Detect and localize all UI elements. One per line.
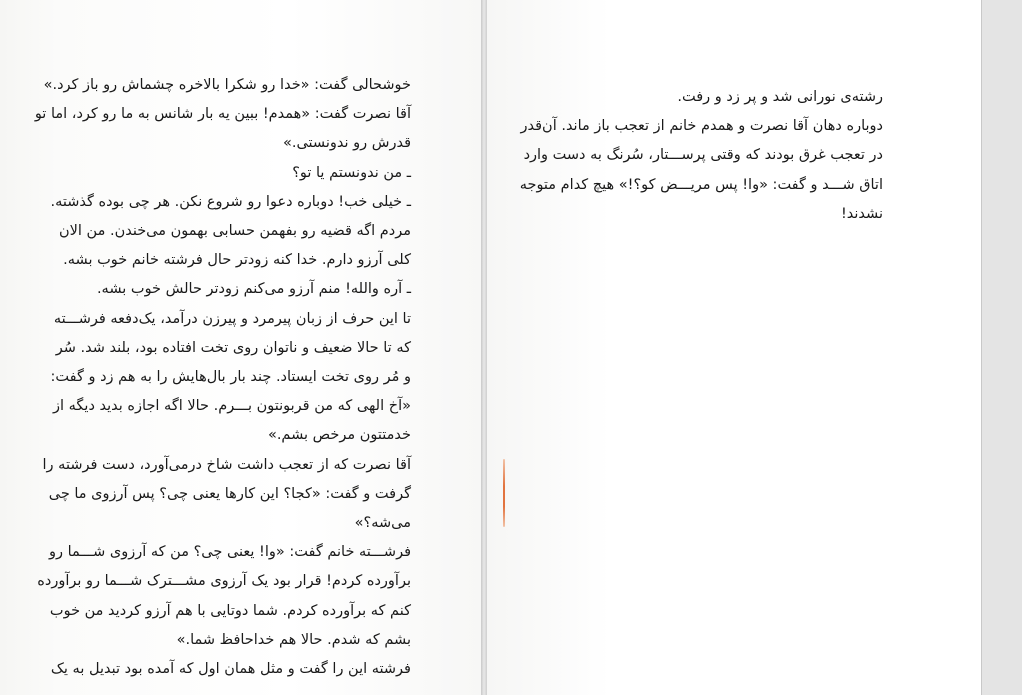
text-line: مردم اگه قضیه رو بفهمن حسابی بهمون می‌خندن. من الان	[58, 223, 411, 240]
text-line: ـ من ندونستم یا تو؟	[292, 164, 411, 181]
right-page	[487, 0, 981, 695]
text-line: خدمتتون مرخص بشم.»	[267, 427, 411, 444]
text-line: نشدند!	[840, 205, 883, 222]
text-line: رشته‌ی نورانی شد و پر زد و رفت.	[677, 89, 883, 105]
right-page-text	[519, 83, 883, 229]
left-page-text	[34, 71, 411, 684]
text-line: کلی آرزو دارم. خدا کنه زودتر حال فرشته خانم خوب بشه.	[63, 252, 411, 269]
text-line: که تا حالا ضعیف و ناتوان روی تخت افتاده بود، بلند شد. سُر	[55, 339, 411, 356]
text-line: قدرش رو ندونستی.»	[282, 135, 411, 152]
text-line: ـ آره والله! منم آرزو می‌کنم زودتر حالش خوب بشه.	[96, 281, 411, 298]
text-line: می‌شه؟»	[354, 515, 411, 532]
text-line: تا این حرف از زبان پیرمرد و پیرزن درآمد، یک‌دفعه فرشـــته	[53, 310, 411, 327]
left-page	[0, 0, 481, 695]
text-line: ـ خیلی خب! دوباره دعوا رو شروع نکن. هر چی بوده گذشته.	[50, 193, 411, 210]
text-line: گرفت و گفت: «کجا؟ این کارها یعنی چی؟ پس آرزوی ما چی	[48, 485, 411, 502]
text-line: برآورده کردم! قرار بود یک آرزوی مشـــترک شـــما رو برآورده	[37, 573, 411, 590]
text-line: دوباره دهان آقا نصرت و همدم خانم از تعجب باز ماند. آن‌قدر	[520, 118, 883, 135]
text-line: اتاق شـــد و گفت: «وا! پس مریـــض کو؟!» هیچ کدام متوجه	[519, 176, 883, 193]
text-line: در تعجب غرق بودند که وقتی پرســـتار، سُرنگ به دست وارد	[523, 147, 883, 164]
text-line: خوشحالی گفت: «خدا رو شکرا بالاخره چشماش رو باز کرد.»	[43, 77, 411, 93]
text-line: «آخ الهی که من قربونتون بـــرم. حالا اگه اجازه بدید دیگه از	[53, 398, 411, 415]
text-line: بشم که شدم. حالا هم خداحافظ شما.»	[176, 631, 411, 648]
text-line: فرشته این را گفت و مثل همان اول که آمده بود تبدیل به یک	[50, 661, 411, 678]
text-line: کنم که برآورده کردم. شما دوتایی با هم آرزو کردید من خوب	[49, 602, 411, 619]
text-line: آقا نصرت که از تعجب داشت شاخ درمی‌آورد، دست فرشته را	[42, 456, 411, 473]
orange-margin-mark	[503, 459, 505, 527]
viewer-background	[981, 0, 1022, 695]
text-line: فرشـــته خانم گفت: «وا! یعنی چی؟ من که آرزوی شـــما رو	[48, 544, 411, 561]
text-line: و مُر روی تخت ایستاد. چند بار بال‌هایش را به هم زد و گفت:	[50, 369, 411, 386]
text-line: آقا نصرت گفت: «همدم! ببین یه بار شانس به ما رو کرد، اما تو	[34, 106, 411, 123]
